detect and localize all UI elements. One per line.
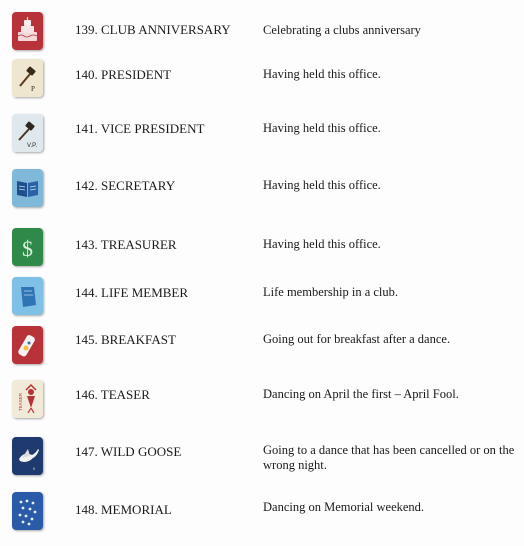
gavel-p-icon	[12, 59, 43, 97]
badge-description: Going to a dance that has been cancelled or on the wrong night.	[263, 443, 515, 472]
svg-text:$: $	[22, 236, 33, 261]
badge-description: Dancing on April the first – April Fool.	[263, 387, 459, 401]
badge-name: 148. MEMORIAL	[75, 502, 172, 517]
badge-description: Having held this office.	[263, 121, 381, 135]
svg-text:TEASER: TEASER	[18, 392, 23, 411]
badge-name: 146. TEASER	[75, 387, 150, 402]
badge-name: 139. CLUB ANNIVERSARY	[75, 22, 231, 37]
memorial-icon	[12, 492, 43, 530]
badge-description: Life membership in a club.	[263, 285, 399, 299]
badge-name: 147. WILD GOOSE	[75, 444, 182, 459]
dollar-icon	[12, 228, 43, 266]
breakfast-icon	[12, 326, 43, 364]
svg-text:P: P	[31, 85, 35, 93]
badge-name: 140. PRESIDENT	[75, 67, 172, 82]
badge-description: Having held this office.	[263, 237, 381, 251]
badge-description: Having held this office.	[263, 178, 381, 192]
badge-description: Dancing on Memorial weekend.	[263, 500, 425, 514]
svg-text:ʬ: ʬ	[33, 466, 35, 471]
badge-name: 143. TREASURER	[75, 237, 177, 252]
badge-name: 142. SECRETARY	[75, 178, 176, 193]
badge-name: 141. VICE PRESIDENT	[75, 121, 205, 136]
gavel-vp-icon	[12, 114, 43, 152]
book-icon	[12, 169, 43, 207]
badge-description: Having held this office.	[263, 67, 381, 81]
life-member-icon	[12, 277, 43, 315]
badge-description: Celebrating a clubs anniversary	[263, 23, 421, 37]
badge-name: 144. LIFE MEMBER	[75, 285, 189, 300]
svg-text:V.P.: V.P.	[27, 143, 38, 149]
cake-icon	[12, 12, 43, 50]
goose-icon	[12, 437, 43, 475]
badge-description: Going out for breakfast after a dance.	[263, 332, 451, 346]
badge-name: 145. BREAKFAST	[75, 332, 176, 347]
jester-icon	[12, 380, 43, 418]
